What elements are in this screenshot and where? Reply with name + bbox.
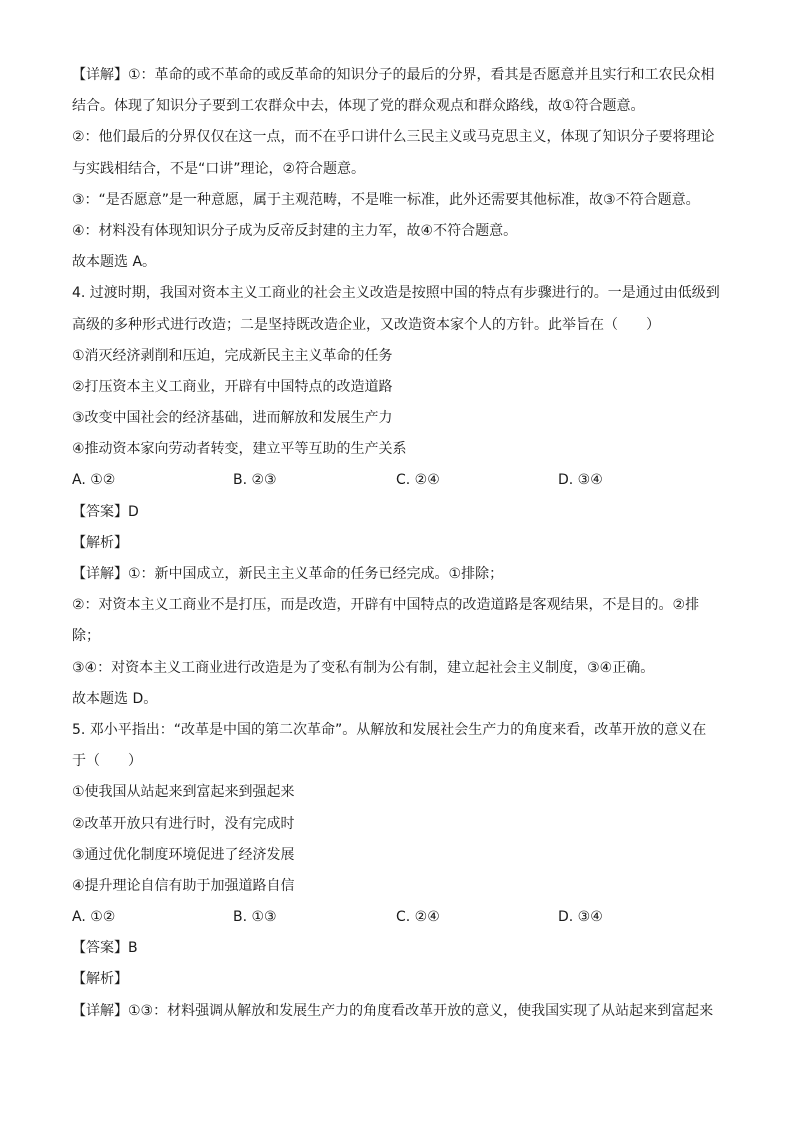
question-5-item: ②改革开放只有进行时，没有完成时	[72, 815, 295, 832]
analysis-line: 结合。体现了知识分子要到工农群众中去，体现了党的群众观点和群众路线，故①符合题意。	[72, 98, 645, 115]
question-5-options	[72, 902, 722, 933]
analysis-heading: 【解析】	[72, 534, 128, 551]
option-a: A. ①②	[72, 472, 116, 489]
option-d: D. ③④	[558, 909, 603, 926]
option-a: A. ①②	[72, 909, 116, 926]
conclusion-line: 故本题选 D。	[72, 690, 158, 707]
question-4-item: ④推动资本家向劳动者转变，建立平等互助的生产关系	[72, 441, 407, 458]
question-5-item: ④提升理论自信有助于加强道路自信	[72, 877, 295, 894]
analysis-line: 与实践相结合，不是“口讲”理论，②符合题意。	[72, 160, 366, 177]
question-5-stem: 于（ ）	[72, 753, 142, 770]
analysis-line: ③：“是否愿意”是一种意愿，属于主观范畴，不是唯一标准，此外还需要其他标准，故③不符合题意。	[72, 191, 700, 208]
analysis-line: 【详解】①：新中国成立，新民主主义革命的任务已经完成。①排除；	[72, 566, 504, 582]
question-5-item: ③通过优化制度环境促进了经济发展	[72, 846, 295, 863]
option-b: B. ①③	[233, 909, 277, 926]
analysis-line: 除；	[72, 628, 100, 645]
analysis-line: ②：对资本主义工商业不是打压，而是改造，开辟有中国特点的改造道路是客观结果，不是目的。②排	[72, 597, 700, 614]
question-5-stem: 5. 邓小平指出：“改革是中国的第二次革命”。从解放和发展社会生产力的角度来看，改革开放的意义在	[72, 721, 707, 738]
question-4-stem: 4. 过渡时期，我国对资本主义工商业的社会主义改造是按照中国的特点有步骤进行的。一是通过由低级到	[72, 285, 720, 302]
question-4-options	[72, 465, 722, 496]
question-4-stem: 高级的多种形式进行改造；二是坚持既改造企业，又改造资本家个人的方针。此举旨在（ ）	[72, 316, 660, 333]
answer-line: 【答案】B	[72, 940, 138, 957]
question-4-item: ②打压资本主义工商业，开辟有中国特点的改造道路	[72, 378, 393, 395]
document-page	[72, 60, 722, 1027]
analysis-line: 【详解】①：革命的或不革命的或反革命的知识分子的最后的分界，看其是否愿意并且实行和工农民众相	[72, 67, 715, 83]
analysis-line: ③④：对资本主义工商业进行改造是为了变私有制为公有制，建立起社会主义制度，③④正确。	[72, 659, 655, 676]
option-d: D. ③④	[558, 472, 603, 489]
option-c: C. ②④	[396, 472, 440, 489]
question-5-item: ①使我国从站起来到富起来到强起来	[72, 784, 295, 801]
option-b: B. ②③	[233, 472, 277, 489]
answer-line: 【答案】D	[72, 503, 139, 520]
option-c: C. ②④	[396, 909, 440, 926]
analysis-heading: 【解析】	[72, 971, 128, 988]
analysis-line: ④：材料没有体现知识分子成为反帝反封建的主力军，故④不符合题意。	[72, 222, 518, 239]
analysis-line: 【详解】①③：材料强调从解放和发展生产力的角度看改革开放的意义，使我国实现了从站起来到富起来	[72, 1002, 714, 1019]
analysis-line: ②：他们最后的分界仅仅在这一点，而不在乎口讲什么三民主义或马克思主义，体现了知识分子要将理论	[72, 129, 715, 146]
question-4-item: ①消灭经济剥削和压迫，完成新民主主义革命的任务	[72, 347, 393, 364]
conclusion-line: 故本题选 A。	[72, 254, 157, 271]
question-4-item: ③改变中国社会的经济基础，进而解放和发展生产力	[72, 410, 393, 427]
